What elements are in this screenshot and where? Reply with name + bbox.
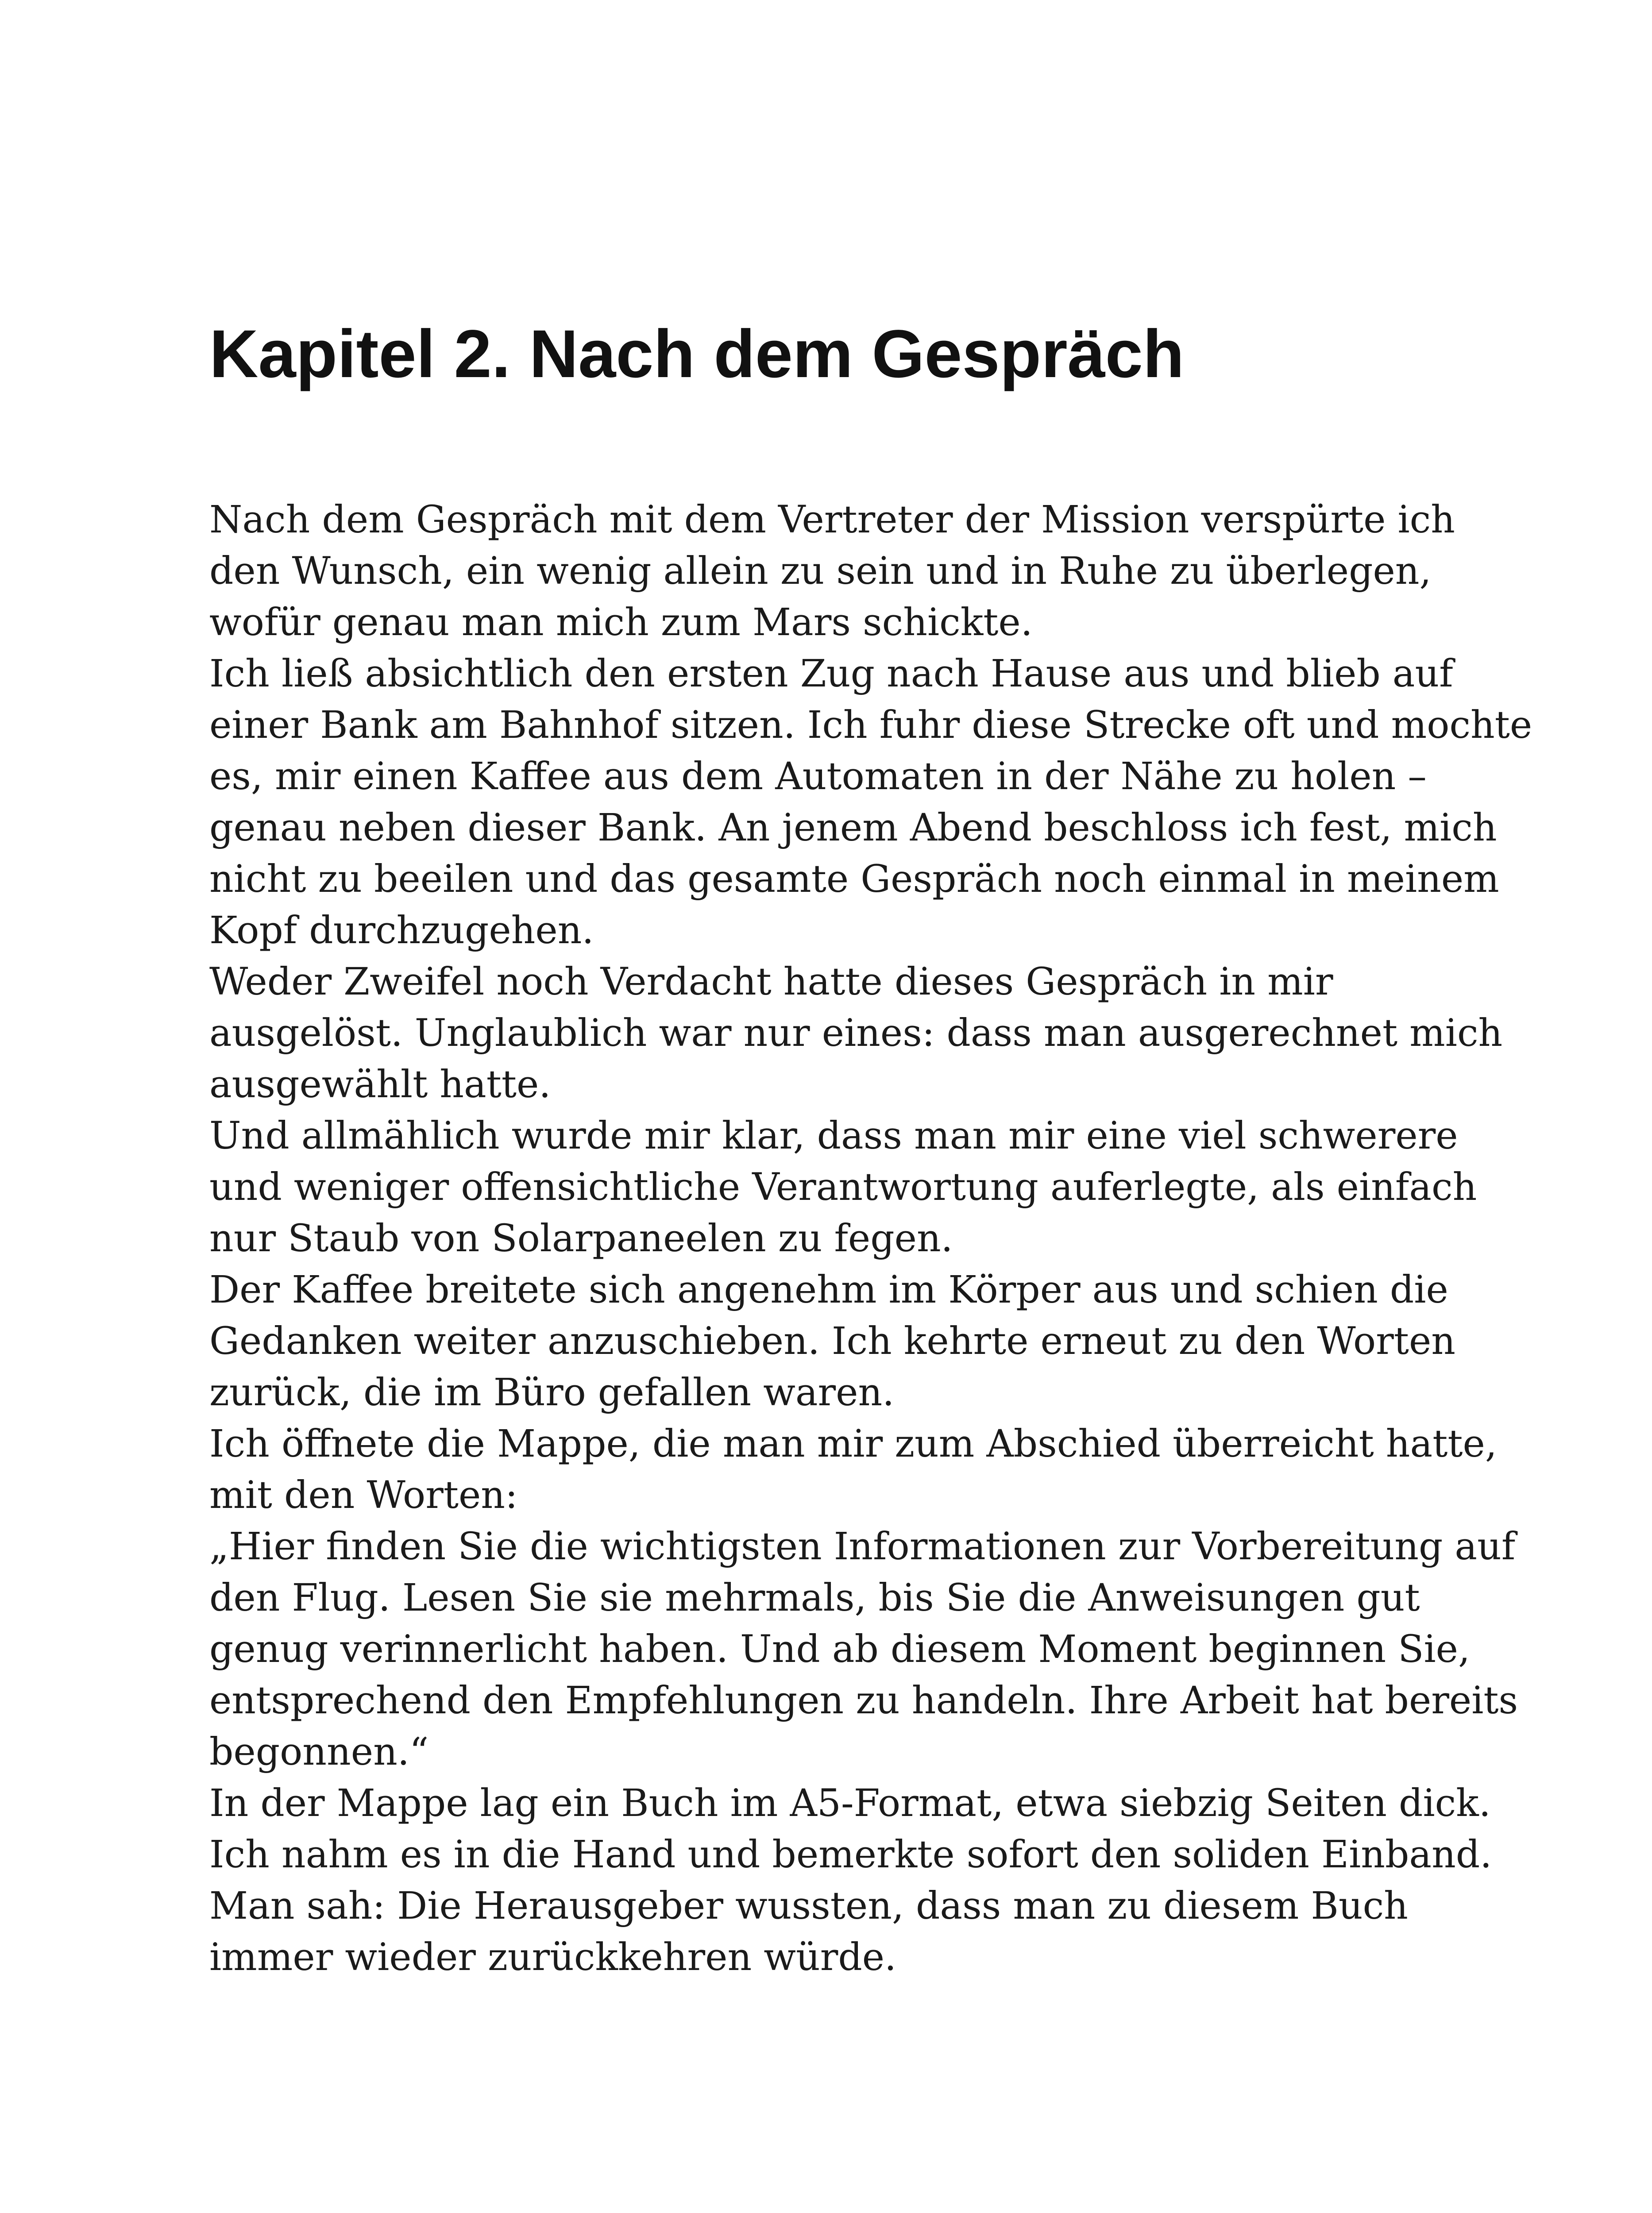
body-text bbox=[209, 494, 1532, 1983]
text-line: begonnen.“ bbox=[209, 1730, 429, 1774]
text-line: Weder Zweifel noch Verdacht hatte dieses Gespräch in mir bbox=[209, 960, 1333, 1004]
text-line: genau neben dieser Bank. An jenem Abend beschloss ich fest, mich bbox=[209, 806, 1497, 850]
text-line: Ich nahm es in die Hand und bemerkte sofort den soliden Einband. bbox=[209, 1833, 1492, 1877]
text-line: entsprechend den Empfehlungen zu handeln. Ihre Arbeit hat bereits bbox=[209, 1679, 1518, 1723]
text-line: Ich ließ absichtlich den ersten Zug nach Hause aus und blieb auf bbox=[209, 652, 1453, 696]
text-line: nur Staub von Solarpaneelen zu fegen. bbox=[209, 1217, 953, 1261]
text-line: Gedanken weiter anzuschieben. Ich kehrte erneut zu den Worten bbox=[209, 1319, 1456, 1363]
text-line: wofür genau man mich zum Mars schickte. bbox=[209, 601, 1033, 644]
text-line: den Wunsch, ein wenig allein zu sein und in Ruhe zu überlegen, bbox=[209, 549, 1432, 593]
text-line: Ich öffnete die Mappe, die man mir zum Abschied überreicht hatte, bbox=[209, 1422, 1497, 1466]
text-line: Der Kaffee breitete sich angenehm im Körper aus und schien die bbox=[209, 1268, 1448, 1312]
text-line: zurück, die im Büro gefallen waren. bbox=[209, 1371, 895, 1415]
text-line: immer wieder zurückkehren würde. bbox=[209, 1935, 897, 1979]
text-line: Man sah: Die Herausgeber wussten, dass man zu diesem Buch bbox=[209, 1884, 1408, 1928]
text-line: nicht zu beeilen und das gesamte Gespräch noch einmal in meinem bbox=[209, 857, 1499, 901]
text-line: einer Bank am Bahnhof sitzen. Ich fuhr diese Strecke oft und mochte bbox=[209, 703, 1532, 747]
text-line: mit den Worten: bbox=[209, 1473, 518, 1517]
chapter-title: Kapitel 2. Nach dem Gespräch bbox=[209, 316, 1185, 392]
text-line: genug verinnerlicht haben. Und ab diesem Moment beginnen Sie, bbox=[209, 1627, 1470, 1671]
text-line: Und allmählich wurde mir klar, dass man mir eine viel schwerere bbox=[209, 1114, 1458, 1158]
text-line: ausgelöst. Unglaublich war nur eines: dass man ausgerechnet mich bbox=[209, 1011, 1503, 1055]
text-line: Kopf durchzugehen. bbox=[209, 909, 594, 952]
text-line: In der Mappe lag ein Buch im A5-Format, etwa siebzig Seiten dick. bbox=[209, 1781, 1491, 1825]
text-line: es, mir einen Kaffee aus dem Automaten in der Nähe zu holen – bbox=[209, 755, 1427, 798]
text-line: „Hier finden Sie die wichtigsten Informationen zur Vorbereitung auf bbox=[209, 1525, 1516, 1569]
text-line: den Flug. Lesen Sie sie mehrmals, bis Sie die Anweisungen gut bbox=[209, 1576, 1420, 1620]
text-line: ausgewählt hatte. bbox=[209, 1063, 551, 1106]
text-line: und weniger offensichtliche Verantwortung auferlegte, als einfach bbox=[209, 1165, 1477, 1209]
text-line: Nach dem Gespräch mit dem Vertreter der Mission verspürte ich bbox=[209, 498, 1455, 542]
